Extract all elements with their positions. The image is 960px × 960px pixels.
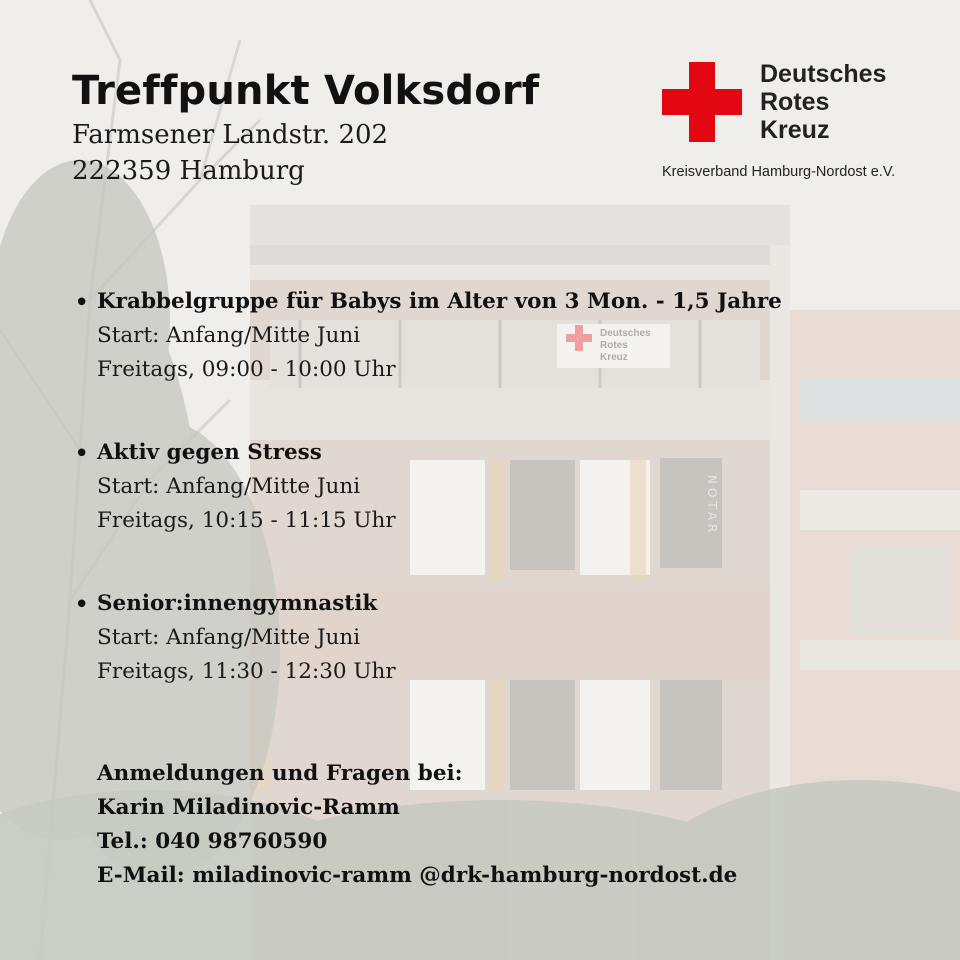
red-cross-icon bbox=[662, 62, 742, 142]
offer-time: Freitags, 10:15 - 11:15 Uhr bbox=[97, 508, 396, 533]
offer-name: Senior:innengymnastik bbox=[97, 591, 378, 616]
offer-start: Start: Anfang/Mitte Juni bbox=[97, 323, 361, 348]
contact-heading: Anmeldungen und Fragen bei: bbox=[97, 761, 463, 786]
bullet-icon: • bbox=[74, 288, 90, 318]
offer-time: Freitags, 11:30 - 12:30 Uhr bbox=[97, 659, 396, 684]
contact-email: E-Mail: miladinovic-ramm @drk-hamburg-nordost.de bbox=[97, 863, 738, 888]
logo-text-rotes: Rotes bbox=[760, 88, 830, 116]
contact-phone: Tel.: 040 98760590 bbox=[97, 829, 328, 854]
offer-time: Freitags, 09:00 - 10:00 Uhr bbox=[97, 357, 396, 382]
offer-name: Krabbelgruppe für Babys im Alter von 3 Mon. - 1,5 Jahre bbox=[97, 289, 782, 314]
contact-person: Karin Miladinovic-Ramm bbox=[97, 795, 400, 820]
drk-logo bbox=[662, 60, 922, 190]
logo-subline: Kreisverband Hamburg-Nordost e.V. bbox=[662, 164, 896, 180]
page-title: Treffpunkt Volksdorf bbox=[72, 68, 540, 114]
offer-start: Start: Anfang/Mitte Juni bbox=[97, 625, 361, 650]
bullet-icon: • bbox=[74, 590, 90, 620]
offer-start: Start: Anfang/Mitte Juni bbox=[97, 474, 361, 499]
bullet-icon: • bbox=[74, 439, 90, 469]
logo-text-kreuz: Kreuz bbox=[760, 116, 830, 144]
address-city: 222359 Hamburg bbox=[72, 156, 305, 186]
logo-text-deutsches: Deutsches bbox=[760, 60, 887, 88]
offer-name: Aktiv gegen Stress bbox=[97, 440, 322, 465]
address-street: Farmsener Landstr. 202 bbox=[72, 120, 389, 150]
